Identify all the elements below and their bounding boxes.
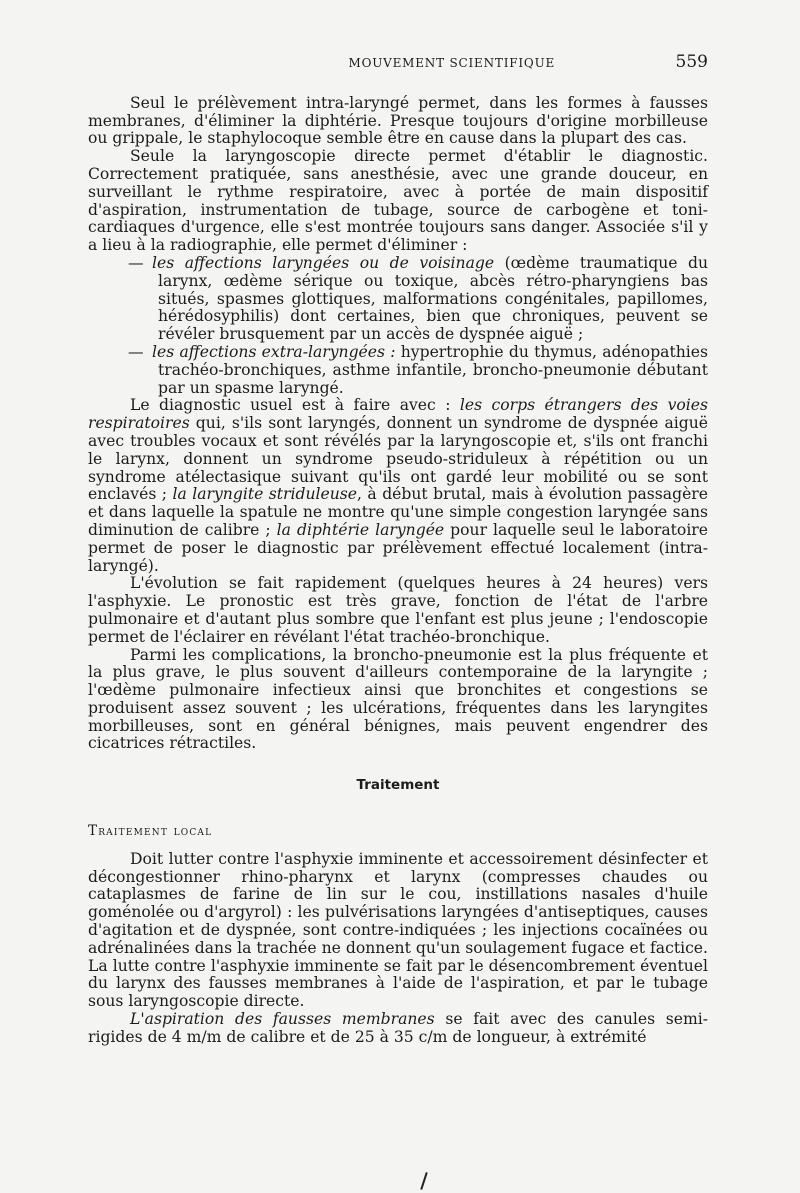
paragraph-5: Parmi les complications, la broncho-pneumonie est la plus fréquente et la plus grave, le plus souvent d'ailleurs contemporaine de la laryngite ; l'œdème pulmonaire infectieux ainsi que bronchites et congestions se produisent assez souvent ; les ulcérations, fréquentes dans les laryngites morbilleuses, sont en général bénignes, mais peuvent engendrer des cicatrices rétractiles. [88,645,708,753]
list-item-1 [128,255,708,344]
p7-text: se fait avec des canules semi-rigides de 4 m/m de calibre et de 25 à 35 c/m de longueur, à extrémité [88,1010,709,1046]
section-title: Traitement [356,777,440,794]
p3-text-d: pour laquelle seul le laboratoire permet de poser le diagnostic par prélèvement effectué localement (intra-laryngé). [88,520,708,575]
paragraph-1: Seul le prélèvement intra-laryngé permet, dans les formes à fausses membranes, d'éliminer la diphtérie. Presque toujours d'origine morbilleuse ou grippale, le staphylocoque semble être en cause dans la plupart des cas. [88,93,708,148]
item-2-title: les affections extra-laryngées : [152,342,396,361]
item-1-text: (œdème traumatique du larynx, œdème sérique ou toxique, abcès rétro-pharyngiens bas situés, spasmes glottiques, malformations congénitales, papillomes, hérédosyphilis) dont certaines, bien que chroniques, peuvent se révéler brusquement par un accès de dyspnée aiguë ; [158,253,708,344]
subhead-text: Traitement local [88,823,213,840]
paragraph-3 [88,397,708,575]
paragraph-2: Seule la laryngoscopie directe permet d'établir le diagnostic. Correctement pratiquée, sans anesthésie, avec une grande douceur, en surveillant le rythme respiratoire, avec à portée de main dispositif d'aspiration, instrumentation de tubage, source de carbogène et toni-cardiaques d'urgence, elle s'est montrée toujours sans danger. Associée s'il y a lieu à la radiographie, elle permet d'éliminer : [88,147,708,255]
p3-text-b: qui, s'ils sont laryngés, donnent un syndrome de dyspnée aiguë avec troubles vocaux et sont révélés par la laryngoscopie et, s'ils ont franchi le larynx, donnent un syndrome pseudo-striduleux à répétition ou un syndrome atélectasique suivant qu'ils ont gardé leur mobilité ou se sont enclavés ; [88,414,708,504]
page-number: 559 [675,52,708,72]
p3-text-a: Le diagnostic usuel est à faire avec : [130,396,460,415]
running-header [88,54,708,73]
item-1-title: les affections laryngées ou de voisinage [152,253,495,272]
running-title: MOUVEMENT SCIENTIFIQUE [348,56,556,70]
paragraph-7 [88,1011,708,1047]
list-dash: — [128,342,144,361]
list-item-2 [128,344,708,397]
page-body [88,54,708,1047]
p3-italic-2: la laryngite striduleuse [172,485,358,504]
subsection-heading [88,823,708,841]
p7-italic: L'aspiration des fausses membranes [130,1010,435,1029]
stray-pen-mark [420,1172,427,1190]
paragraph-4: L'évolution se fait rapidement (quelques heures à 24 heures) vers l'asphyxie. Le pronostic est très grave, fonction de l'état de l'arbre pulmonaire et d'autant plus sombre que l'enfant est plus jeune ; l'endoscopie permet de l'éclairer en révélant l'état trachéo-bronchique. [88,574,708,646]
p3-italic-1: les corps étrangers des voies respiratoires [88,396,708,433]
p3-text-c: , à début brutal, mais à évolution passagère et dans laquelle la spatule ne montre qu'une simple congestion laryngée sans diminution de calibre ; [88,485,708,539]
p3-italic-3: la diphtérie laryngée [276,520,445,539]
paragraph-6: Doit lutter contre l'asphyxie imminente et accessoirement désinfecter et décongestionner rhino-pharynx et larynx (compresses chaudes ou cataplasmes de farine de lin sur le cou, instillations nasales d'huile goménolée ou d'argyrol) : les pulvérisations laryngées d'antiseptiques, causes d'agitation et de dyspnée, sont contre-indiquées ; les injections cocaïnées ou adrénalinées dans la trachée ne donnent qu'un soulagement fugace et factice. La lutte contre l'asphyxie imminente se fait par le désencombrement éventuel du larynx des fausses membranes à l'aide de l'aspiration, et par le tubage sous laryngoscopie directe. [88,849,708,1011]
list-dash: — [128,253,144,272]
item-2-text: hypertrophie du thymus, adénopathies trachéo-bronchiques, asthme infantile, broncho-pneumonie débutant par un spasme laryngé. [158,342,708,397]
